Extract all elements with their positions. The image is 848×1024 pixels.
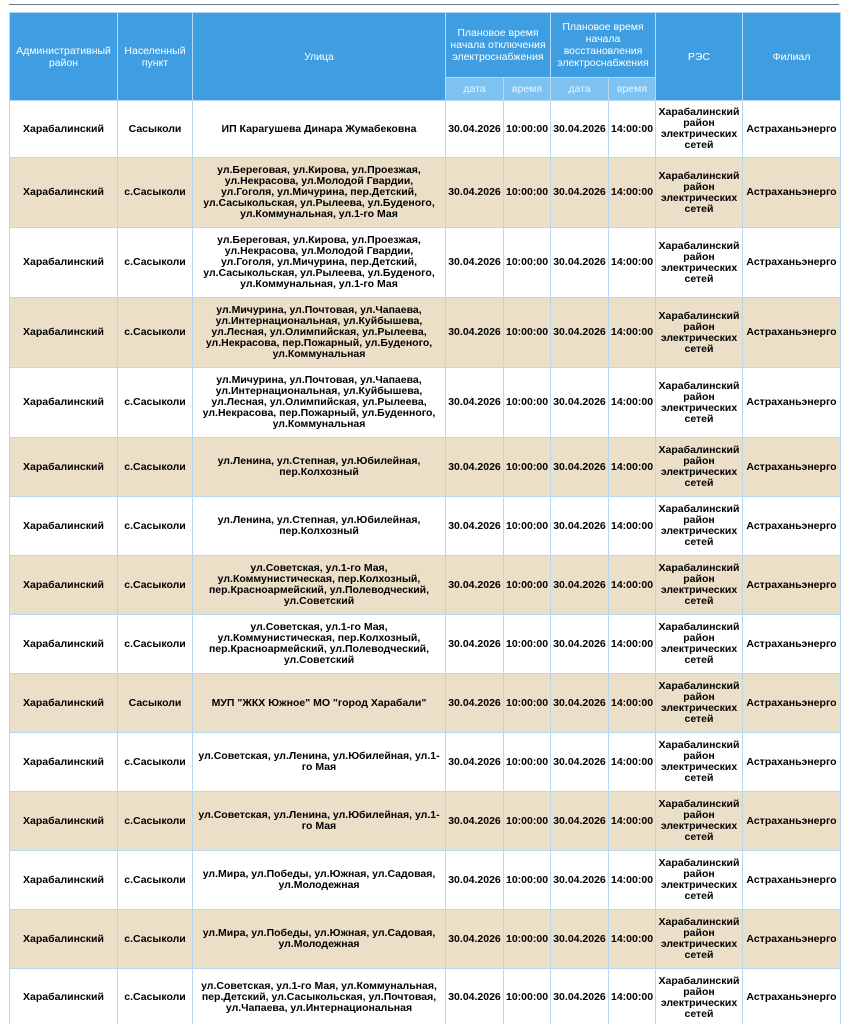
cell-settlement: с.Сасыколи [118,615,193,674]
cell-settlement: с.Сасыколи [118,158,193,228]
cell-res: Харабалинский район электрических сетей [656,556,743,615]
cell-on-time: 14:00:00 [609,438,656,497]
cell-on-date: 30.04.2026 [551,910,609,969]
table-row [10,101,841,158]
cell-off-date: 30.04.2026 [446,615,504,674]
cell-off-time: 10:00:00 [504,556,551,615]
cell-settlement: с.Сасыколи [118,368,193,438]
cell-branch: Астраханьэнерго [743,228,841,298]
cell-on-time: 14:00:00 [609,497,656,556]
cell-off-time: 10:00:00 [504,615,551,674]
subheader-off-date: дата [446,78,504,101]
cell-district: Харабалинский [10,792,118,851]
cell-res: Харабалинский район электрических сетей [656,910,743,969]
cell-on-time: 14:00:00 [609,228,656,298]
cell-district: Харабалинский [10,615,118,674]
cell-district: Харабалинский [10,228,118,298]
table-row [10,368,841,438]
cell-off-time: 10:00:00 [504,158,551,228]
table-row [10,851,841,910]
cell-off-time: 10:00:00 [504,910,551,969]
subheader-on-time: время [609,78,656,101]
cell-on-time: 14:00:00 [609,368,656,438]
cell-street: ул.Мира, ул.Победы, ул.Южная, ул.Садовая, ул.Молодежная [193,910,446,969]
header-branch: Филиал [743,13,841,101]
cell-off-date: 30.04.2026 [446,101,504,158]
cell-res: Харабалинский район электрических сетей [656,101,743,158]
subheader-off-time: время [504,78,551,101]
cell-on-time: 14:00:00 [609,851,656,910]
cell-district: Харабалинский [10,556,118,615]
subheader-on-date: дата [551,78,609,101]
cell-on-date: 30.04.2026 [551,792,609,851]
cell-district: Харабалинский [10,101,118,158]
cell-res: Харабалинский район электрических сетей [656,298,743,368]
cell-off-time: 10:00:00 [504,438,551,497]
cell-settlement: с.Сасыколи [118,969,193,1024]
cell-on-time: 14:00:00 [609,969,656,1024]
table-row [10,910,841,969]
cell-branch: Астраханьэнерго [743,556,841,615]
cell-street: ул.Советская, ул.1-го Мая, ул.Коммунистическая, пер.Колхозный, пер.Красноармейский, ул.Полеводческий, ул.Советский [193,615,446,674]
cell-off-date: 30.04.2026 [446,228,504,298]
cell-settlement: с.Сасыколи [118,851,193,910]
cell-res: Харабалинский район электрических сетей [656,851,743,910]
cell-on-date: 30.04.2026 [551,674,609,733]
cell-street: ул.Советская, ул.1-го Мая, ул.Коммунистическая, пер.Колхозный, пер.Красноармейский, ул.Полеводческий, ул.Советский [193,556,446,615]
cell-branch: Астраханьэнерго [743,792,841,851]
cell-off-date: 30.04.2026 [446,969,504,1024]
header-admin-district: Административный район [10,13,118,101]
cell-on-date: 30.04.2026 [551,298,609,368]
table-row [10,438,841,497]
cell-on-date: 30.04.2026 [551,438,609,497]
cell-branch: Астраханьэнерго [743,615,841,674]
cell-on-date: 30.04.2026 [551,851,609,910]
cell-on-date: 30.04.2026 [551,101,609,158]
cell-off-date: 30.04.2026 [446,497,504,556]
cell-on-time: 14:00:00 [609,615,656,674]
table-body [10,101,841,1024]
cell-street: ул.Ленина, ул.Степная, ул.Юбилейная, пер.Колхозный [193,438,446,497]
cell-settlement: с.Сасыколи [118,298,193,368]
cell-street: ул.Ленина, ул.Степная, ул.Юбилейная, пер.Колхозный [193,497,446,556]
cell-on-time: 14:00:00 [609,101,656,158]
cell-street: ИП Карагушева Динара Жумабековна [193,101,446,158]
cell-off-time: 10:00:00 [504,101,551,158]
cell-street: ул.Советская, ул.Ленина, ул.Юбилейная, ул.1-го Мая [193,792,446,851]
cell-res: Харабалинский район электрических сетей [656,733,743,792]
cell-off-date: 30.04.2026 [446,298,504,368]
cell-district: Харабалинский [10,497,118,556]
cell-district: Харабалинский [10,158,118,228]
table-row [10,733,841,792]
cell-on-date: 30.04.2026 [551,497,609,556]
cell-settlement: с.Сасыколи [118,497,193,556]
cell-res: Харабалинский район электрических сетей [656,438,743,497]
cell-on-date: 30.04.2026 [551,556,609,615]
cell-off-time: 10:00:00 [504,298,551,368]
cell-settlement: Сасыколи [118,674,193,733]
cell-on-time: 14:00:00 [609,792,656,851]
cell-branch: Астраханьэнерго [743,158,841,228]
header-settlement: Населенный пункт [118,13,193,101]
cell-off-date: 30.04.2026 [446,158,504,228]
cell-street: ул.Советская, ул.Ленина, ул.Юбилейная, ул.1-го Мая [193,733,446,792]
cell-branch: Астраханьэнерго [743,969,841,1024]
cell-on-date: 30.04.2026 [551,368,609,438]
cell-on-date: 30.04.2026 [551,615,609,674]
cell-res: Харабалинский район электрических сетей [656,969,743,1024]
table-row [10,497,841,556]
table-row [10,615,841,674]
cell-settlement: с.Сасыколи [118,733,193,792]
cell-res: Харабалинский район электрических сетей [656,368,743,438]
cell-off-date: 30.04.2026 [446,438,504,497]
cell-district: Харабалинский [10,368,118,438]
cell-branch: Астраханьэнерго [743,851,841,910]
cell-res: Харабалинский район электрических сетей [656,497,743,556]
header-res: РЭС [656,13,743,101]
cell-res: Харабалинский район электрических сетей [656,792,743,851]
cell-street: ул.Мичурина, ул.Почтовая, ул.Чапаева, ул.Интернациональная, ул.Куйбышева, ул.Лесная, ул.Олимпийская, ул.Рылеева, ул.Некрасова, пер.Пожарный, ул.Буденного, ул.Коммунальная [193,368,446,438]
header-street: Улица [193,13,446,101]
cell-on-time: 14:00:00 [609,556,656,615]
cell-district: Харабалинский [10,298,118,368]
cell-on-time: 14:00:00 [609,674,656,733]
cell-street: МУП "ЖКХ Южное" МО "город Харабали" [193,674,446,733]
top-divider [9,4,839,5]
cell-street: ул.Береговая, ул.Кирова, ул.Проезжая, ул.Некрасова, ул.Молодой Гвардии, ул.Гоголя, ул.Мичурина, пер.Детский, ул.Сасыкольская, ул.Рылеева, ул.Буденого, ул.Коммунальная, ул.1-го Мая [193,158,446,228]
cell-res: Харабалинский район электрических сетей [656,228,743,298]
cell-res: Харабалинский район электрических сетей [656,674,743,733]
cell-off-time: 10:00:00 [504,851,551,910]
cell-off-time: 10:00:00 [504,497,551,556]
cell-branch: Астраханьэнерго [743,101,841,158]
cell-on-date: 30.04.2026 [551,228,609,298]
header-restore-time: Плановое время начала восстановления электроснабжения [551,13,656,78]
table-row [10,298,841,368]
cell-off-date: 30.04.2026 [446,733,504,792]
cell-settlement: с.Сасыколи [118,910,193,969]
cell-off-date: 30.04.2026 [446,792,504,851]
table-row [10,674,841,733]
cell-settlement: с.Сасыколи [118,792,193,851]
cell-branch: Астраханьэнерго [743,674,841,733]
cell-off-time: 10:00:00 [504,733,551,792]
header-row [10,13,841,78]
cell-settlement: с.Сасыколи [118,556,193,615]
cell-on-date: 30.04.2026 [551,733,609,792]
cell-on-time: 14:00:00 [609,910,656,969]
cell-off-date: 30.04.2026 [446,674,504,733]
table-row [10,792,841,851]
cell-off-date: 30.04.2026 [446,556,504,615]
cell-branch: Астраханьэнерго [743,910,841,969]
cell-street: ул.Советская, ул.1-го Мая, ул.Коммунальная, пер.Детский, ул.Сасыкольская, ул.Почтовая, ул.Чапаева, ул.Интернациональная [193,969,446,1024]
cell-off-date: 30.04.2026 [446,851,504,910]
cell-branch: Астраханьэнерго [743,368,841,438]
cell-branch: Астраханьэнерго [743,733,841,792]
cell-off-time: 10:00:00 [504,228,551,298]
table-row [10,969,841,1024]
cell-settlement: с.Сасыколи [118,228,193,298]
cell-on-date: 30.04.2026 [551,158,609,228]
cell-off-time: 10:00:00 [504,674,551,733]
cell-off-time: 10:00:00 [504,792,551,851]
cell-on-time: 14:00:00 [609,733,656,792]
cell-off-time: 10:00:00 [504,969,551,1024]
cell-district: Харабалинский [10,438,118,497]
cell-off-date: 30.04.2026 [446,910,504,969]
header-off-time: Плановое время начала отключения электроснабжения [446,13,551,78]
cell-branch: Астраханьэнерго [743,298,841,368]
outage-schedule-table [9,12,841,1024]
cell-branch: Астраханьэнерго [743,497,841,556]
cell-settlement: с.Сасыколи [118,438,193,497]
cell-street: ул.Береговая, ул.Кирова, ул.Проезжая, ул.Некрасова, ул.Молодой Гвардии, ул.Гоголя, ул.Мичурина, пер.Детский, ул.Сасыкольская, ул.Рылеева, ул.Буденого, ул.Коммунальная, ул.1-го Мая [193,228,446,298]
cell-district: Харабалинский [10,851,118,910]
cell-district: Харабалинский [10,969,118,1024]
cell-branch: Астраханьэнерго [743,438,841,497]
cell-settlement: Сасыколи [118,101,193,158]
table-row [10,228,841,298]
cell-off-date: 30.04.2026 [446,368,504,438]
cell-on-time: 14:00:00 [609,158,656,228]
cell-street: ул.Мичурина, ул.Почтовая, ул.Чапаева, ул.Интернациональная, ул.Куйбышева, ул.Лесная, ул.Олимпийская, ул.Рылеева, ул.Некрасова, пер.Пожарный, ул.Буденого, ул.Коммунальная [193,298,446,368]
cell-res: Харабалинский район электрических сетей [656,158,743,228]
cell-street: ул.Мира, ул.Победы, ул.Южная, ул.Садовая, ул.Молодежная [193,851,446,910]
cell-district: Харабалинский [10,910,118,969]
cell-on-date: 30.04.2026 [551,969,609,1024]
cell-district: Харабалинский [10,733,118,792]
table-row [10,556,841,615]
cell-off-time: 10:00:00 [504,368,551,438]
table-row [10,158,841,228]
cell-on-time: 14:00:00 [609,298,656,368]
cell-district: Харабалинский [10,674,118,733]
cell-res: Харабалинский район электрических сетей [656,615,743,674]
